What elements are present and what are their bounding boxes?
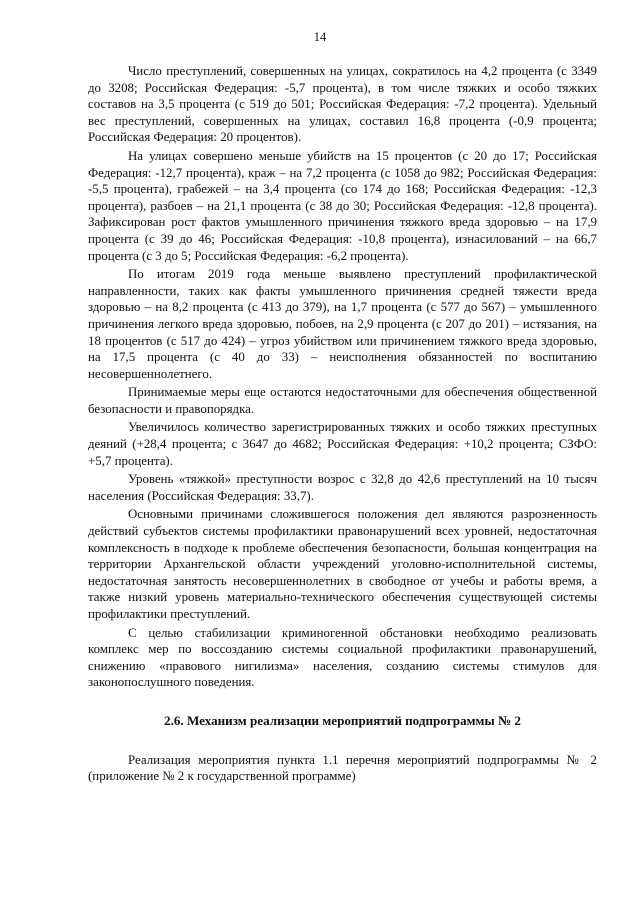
paragraph-street-crimes: Число преступлений, совершенных на улицах, сократилось на 4,2 процента (с 3349 до 3208; Российская Федерация: -5,7 процента), в том числе тяжких и особо тяжких составов на 3,5 процента (с 519 до 501; Российская Федерация: -7,2 процента). Удельный вес преступлений, совершенных на улицах, составил 16,8 процента (-0,9 процента; Российская Федерация: 20 процентов). [88,64,597,145]
page-number: 14 [313,30,327,44]
paragraph-main-causes: Основными причинами сложившегося положения дел являются разрозненность действий субъектов системы профилактики правонарушений всех уровней, недостаточная комплексность в подходе к проблеме обеспечения безопасности, большая концентрация на территории Архангельской области учреждений уголовно-исполнительной системы, недостаточная занятость несовершеннолетних в свободное от учебы и работы время, а также низкий уровень материально-технического обеспечения существующей системы профилактики преступлений. [88,507,597,621]
section-heading: 2.6. Механизм реализации мероприятий подпрограммы № 2 [164,712,521,728]
paragraph-stabilization: С целью стабилизации криминогенной обстановки необходимо реализовать комплекс мер по воссозданию системы социальной профилактики правонарушений, снижению «правового нигилизма» населения, созданию системы стимулов для законопослушного поведения. [88,625,597,690]
document-body [88,63,597,785]
paragraph-preventive-crimes: По итогам 2019 года меньше выявлено преступлений профилактической направленности, таких как факты умышленного причинения средней тяжести вреда здоровью – на 8,2 процента (с 413 до 379), на 1,7 процента (с 577 до 567) – умышленного причинения легкого вреда здоровью, побоев, на 2,9 процента (с 207 до 201) – истязания, на 18 процентов (с 517 до 424) – угроз убийством или причинением тяжкого вреда здоровью, на 17,5 процента (с 40 до 33) – неисполнения обязанностей по воспитанию несовершеннолетнего. [88,267,597,381]
paragraph-grave-crimes: Увеличилось количество зарегистрированных тяжких и особо тяжких преступных деяний (+28,4 процента; с 3647 до 4682; Российская Федерация: +10,2 процента; СЗФО: +5,7 процента). [88,420,597,468]
paragraph-street-offenses: На улицах совершено меньше убийств на 15 процентов (с 20 до 17; Российская Федерация: -12,7 процента), краж – на 7,2 процента (с 1058 до 982; Российская Федерация: -5,5 процента), грабежей – на 3,4 процента (со 174 до 168; Российская Федерация: -12,3 процента), разбоев – на 21,1 процента (с 38 до 30; Российская Федерация: -12,8 процента). Зафиксирован рост фактов умышленного причинения тяжкого вреда здоровью – на 17,9 процента (с 39 до 46; Российская Федерация: -10,8 процента), изнасилований – на 66,7 процента (с 3 до 5; Российская Федерация: -6,2 процента). [88,148,597,263]
paragraph-insufficient-measures: Принимаемые меры еще остаются недостаточными для обеспечения общественной безопасности и правопорядка. [88,385,597,416]
paragraph-crime-level: Уровень «тяжкой» преступности возрос с 32,8 до 42,6 преступлений на 10 тысяч населения (Российская Федерация: 33,7). [88,472,597,503]
paragraph-implementation: Реализация мероприятия пункта 1.1 перечня мероприятий подпрограммы № 2 (приложение № 2 к государственной программе) [88,752,597,784]
